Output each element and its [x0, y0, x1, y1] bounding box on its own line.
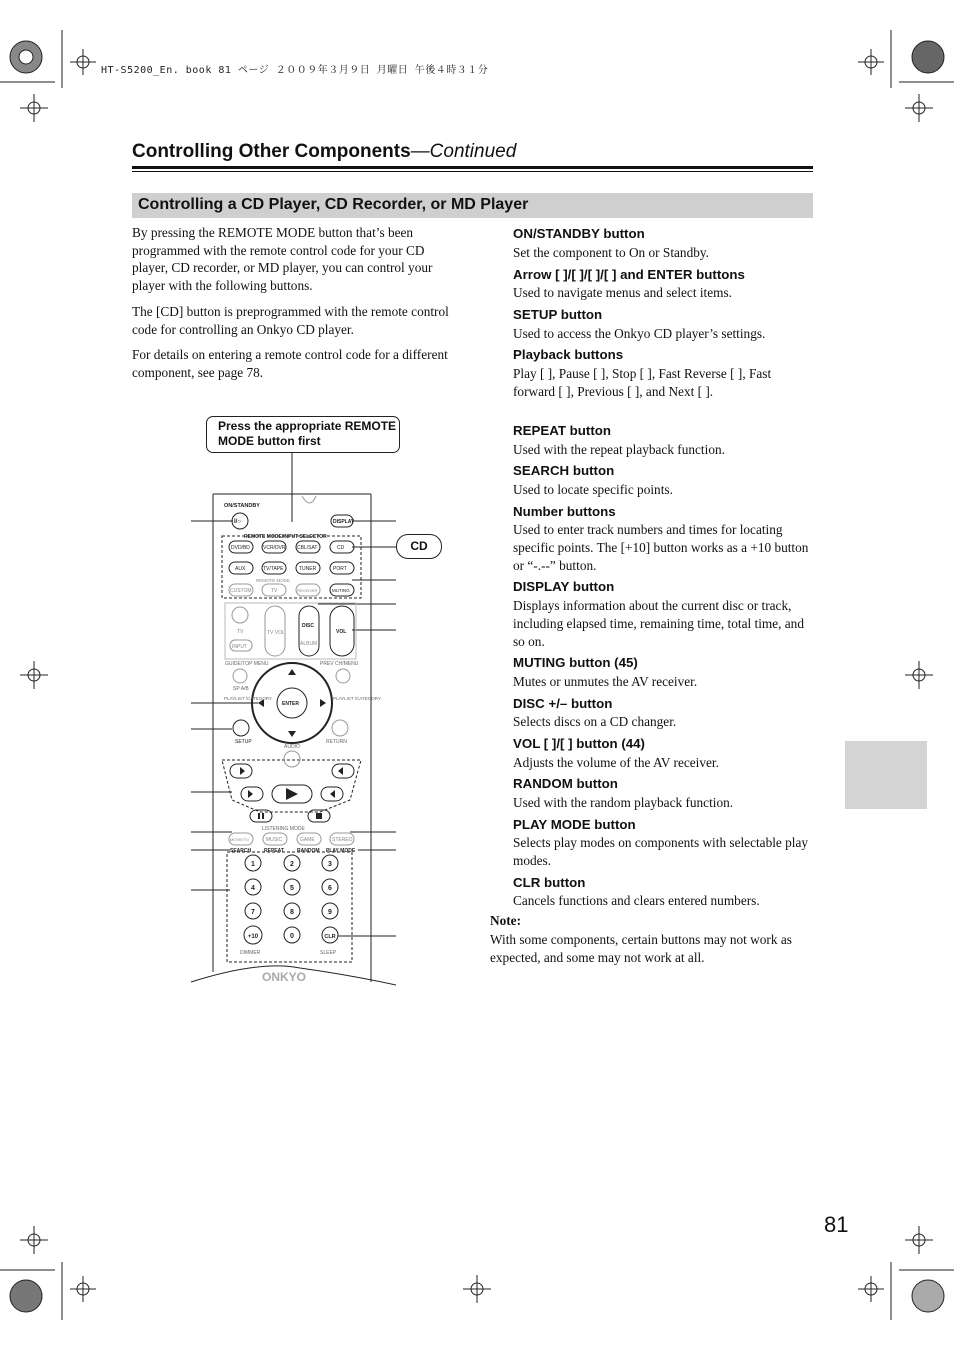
cd-mode-tag: CD [396, 534, 442, 559]
item-desc: Used to locate specific points. [513, 482, 673, 497]
item-title: ON/STANDBY button [513, 226, 645, 241]
dvd-button-label: DVD/BD [231, 545, 250, 551]
note-title: Note: [490, 913, 522, 928]
cbl-button-label: CBL/SAT [297, 545, 318, 551]
item-title: Number buttons [513, 504, 616, 519]
item-title: CLR button [513, 875, 586, 890]
num-6-label: 6 [328, 885, 332, 892]
item-title: REPEAT button [513, 423, 611, 438]
item-desc: Selects discs on a CD changer. [513, 714, 677, 729]
cd-button-label: CD [337, 545, 345, 551]
num-5-label: 5 [290, 885, 294, 892]
item-desc: Selects play modes on components with selectable play modes. [513, 835, 809, 868]
port-button-label: PORT [333, 566, 347, 572]
clr-label: CLR [324, 934, 336, 940]
playlist-left-label: PLAYLIST /CATEGORY [224, 696, 272, 701]
search-label: SEARCH [230, 848, 252, 854]
num-0-label: 0 [290, 933, 294, 940]
vol-label: VOL [336, 629, 347, 635]
item-title: VOL [ ]/[ ] button (44) [513, 736, 645, 751]
side-tab [845, 741, 927, 809]
random-label: RANDOM [297, 848, 320, 854]
music-label: MUSIC [266, 837, 283, 843]
title-rule [132, 166, 813, 169]
display-button-label: DISPLAY [333, 519, 355, 525]
title-rule-thin [132, 171, 813, 172]
remote-mode-label: REMOTE MODE [256, 578, 291, 583]
game-label: GAME [300, 837, 315, 843]
item-desc: Used to access the Onkyo CD player’s settings. [513, 326, 766, 341]
item-title: DISC +/– button [513, 696, 613, 711]
setup-label: SETUP [235, 739, 252, 745]
item-title: SETUP button [513, 307, 603, 322]
dimmer-label: DIMMER [240, 950, 261, 956]
on-standby-label: ON/STANDBY [224, 503, 260, 509]
repeat-label: REPEAT [264, 848, 284, 854]
custom-button-label: CUSTOM [230, 588, 252, 594]
item-desc: Cancels functions and clears entered numbers. [513, 893, 760, 908]
tuner-button-label: TUNER [299, 566, 317, 572]
num-1-label: 1 [251, 861, 255, 868]
num-9-label: 9 [328, 909, 332, 916]
item-desc: Displays information about the current disc or track, including elapsed time, remaining time, total time, and so on. [513, 598, 804, 649]
subsection-title: Controlling a CD Player, CD Recorder, or MD Player [138, 196, 529, 213]
item-desc: Set the component to On or Standby. [513, 245, 709, 260]
item-desc: Play [ ], Pause [ ], Stop [ ], Fast Reverse [ ], Fast forward [ ], Previous [ ], and Next [ ]. [513, 366, 772, 399]
remote-control-illustration [185, 450, 400, 1000]
intro-paragraph: The [CD] button is preprogrammed with the remote control code for controlling an Onkyo CD player. [132, 304, 449, 337]
tv-mode-button-label: TV [271, 588, 278, 594]
enter-label: ENTER [282, 701, 299, 707]
onkyo-logo: ONKYO [262, 970, 307, 984]
play-mode-label: PLAY MODE [326, 848, 356, 854]
remote-mode-callout: Press the appropriate REMOTE MODE button first [206, 416, 400, 453]
vcr-button-label: VCR/DVR [263, 545, 286, 551]
item-title: SEARCH button [513, 463, 615, 478]
sp-ab-label: SP A/B [233, 686, 249, 692]
page-number: 81 [824, 1212, 849, 1237]
stereo-label: STEREO [332, 837, 353, 843]
item-title: DISPLAY button [513, 579, 615, 594]
num-plus10-label: +10 [247, 934, 259, 940]
item-desc: Used with the random playback function. [513, 795, 734, 810]
tvtape-button-label: TV/TAPE [263, 566, 284, 572]
subsection-banner [132, 193, 813, 218]
num-4-label: 4 [251, 885, 255, 892]
section-title-continued: —Continued [410, 141, 517, 162]
item-desc: Used to navigate menus and select items. [513, 285, 732, 300]
muting-button-label: MUTING [332, 588, 350, 593]
print-header: HT-S5200_En. book 81 ページ ２００９年３月９日 月曜日 午後４時３１分 [101, 65, 489, 76]
return-label: RETURN [326, 739, 347, 745]
item-desc: Adjusts the volume of the AV receiver. [513, 755, 719, 770]
item-desc: Used with the repeat playback function. [513, 442, 725, 457]
section-title: Controlling Other Components—Continued [132, 141, 517, 162]
playlist-right-label: PLAYLIST /CATEGORY [333, 696, 381, 701]
intro-paragraph: By pressing the REMOTE MODE button that’s been programmed with the remote control code for your CD player, CD recorder, or MD player, you can control your player with the following buttons. [132, 225, 433, 293]
item-desc: Mutes or unmutes the AV receiver. [513, 674, 698, 689]
num-2-label: 2 [290, 861, 294, 868]
audio-label: AUDIO [284, 744, 300, 750]
num-8-label: 8 [290, 909, 294, 916]
remote-mode-input-label: REMOTE MODE/INPUT SELECTOR [244, 534, 327, 540]
album-label: ALBUM [300, 641, 318, 647]
receiver-button-label: RECEIVER [297, 588, 318, 593]
intro-paragraph: For details on entering a remote control code for a different component, see page 78. [132, 347, 448, 380]
aux-button-label: AUX [235, 566, 246, 572]
tv-input-label: INPUT [232, 644, 247, 650]
num-3-label: 3 [328, 861, 332, 868]
item-title: Arrow [ ]/[ ]/[ ]/[ ] and ENTER buttons [513, 267, 745, 282]
disc-label: DISC [302, 623, 314, 629]
svg-text:I/○: I/○ [234, 519, 241, 525]
item-title: RANDOM button [513, 776, 618, 791]
prev-ch-label: PREV CH/MENU [320, 661, 359, 667]
item-desc: Used to enter track numbers and times for locating specific points. The [+10] button works as a +10 button or “-.--” button. [513, 522, 809, 573]
tv-vol-label: TV VOL [267, 630, 285, 636]
item-title: Playback buttons [513, 347, 624, 362]
num-7-label: 7 [251, 909, 255, 916]
guide-label: GUIDE/TOP MENU [225, 661, 269, 667]
sleep-label: SLEEP [320, 950, 337, 956]
item-title: MUTING button (45) [513, 655, 638, 670]
tv-power-label: TV [237, 629, 244, 635]
note-text: With some components, certain buttons may not work as expected, and some may not work at all. [490, 932, 792, 965]
item-title: PLAY MODE button [513, 817, 636, 832]
listening-mode-label: LISTENING MODE [262, 826, 305, 832]
movie-tv-label: MOVIE/TV [230, 837, 250, 842]
